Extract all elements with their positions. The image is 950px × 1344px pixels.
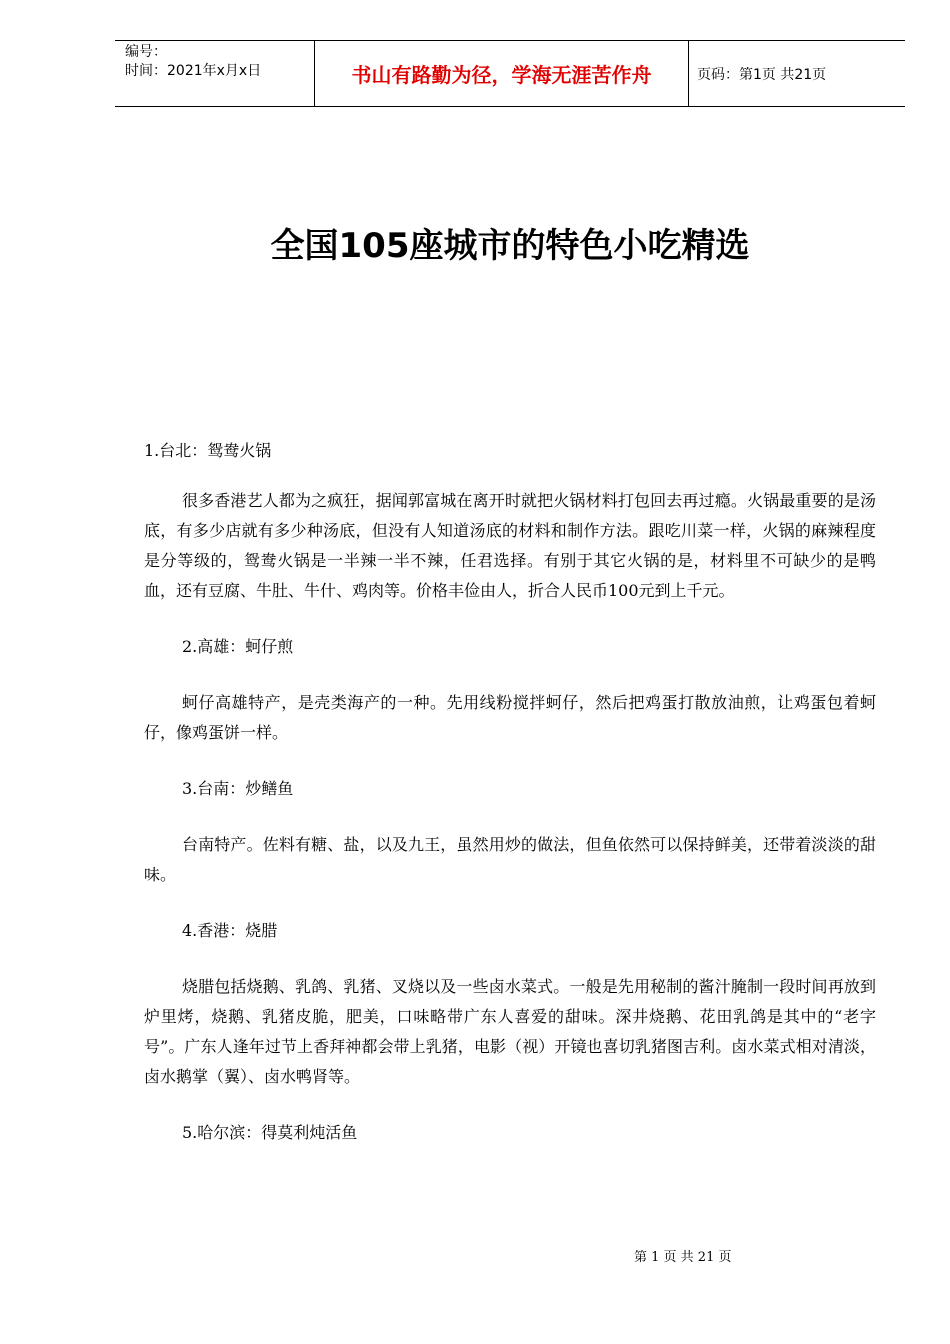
header-table	[115, 40, 905, 107]
section-heading-2: 2.高雄：蚵仔煎	[182, 637, 294, 656]
section-heading-3: 3.台南：炒鳝鱼	[182, 779, 294, 798]
document-body	[144, 436, 876, 1148]
header-meta-cell	[115, 41, 315, 106]
section-body-4: 烧腊包括烧鹅、乳鸽、乳猪、叉烧以及一些卤水菜式。一般是先用秘制的酱汁腌制一段时间再放到炉里烤，烧鹅、乳猪皮脆，肥美，口味略带广东人喜爱的甜味。深井烧鹅、花田乳鸽是其中的“老字号”。广东人逢年过节上香拜神都会带上乳猪，电影（视）开镜也喜切乳猪图吉利。卤水菜式相对清淡，卤水鹅掌（翼）、卤水鸭肾等。	[144, 977, 876, 1086]
header-motto: 书山有路勤为径，学海无涯苦作舟	[351, 63, 652, 87]
header-page-info: 页码：第1页 共21页	[697, 66, 827, 83]
section-heading-5: 5.哈尔滨：得莫利炖活鱼	[182, 1123, 358, 1142]
section-heading-4: 4.香港：烧腊	[182, 921, 278, 940]
section-body-1: 很多香港艺人都为之疯狂，据闻郭富城在离开时就把火锅材料打包回去再过瘾。火锅最重要的是汤底，有多少店就有多少种汤底，但没有人知道汤底的材料和制作方法。跟吃川菜一样，火锅的麻辣程度是分等级的，鸳鸯火锅是一半辣一半不辣，任君选择。有别于其它火锅的是，材料里不可缺少的是鸭血，还有豆腐、牛肚、牛什、鸡肉等。价格丰俭由人，折合人民币100元到上千元。	[144, 491, 876, 600]
document-number-label: 编号：	[125, 44, 167, 60]
header-page-cell	[689, 41, 905, 106]
section-body-2: 蚵仔高雄特产，是壳类海产的一种。先用线粉搅拌蚵仔，然后把鸡蛋打散放油煎，让鸡蛋包着蚵仔，像鸡蛋饼一样。	[144, 693, 876, 742]
header-motto-cell	[315, 41, 689, 106]
page-footer: 第 1 页 共 21 页	[634, 1250, 732, 1265]
section-body-3: 台南特产。佐料有糖、盐，以及九王，虽然用炒的做法，但鱼依然可以保持鲜美，还带着淡淡的甜味。	[144, 835, 876, 884]
section-heading-1: 1.台北：鸳鸯火锅	[144, 441, 272, 460]
document-time-label: 时间：2021年x月x日	[125, 63, 262, 79]
document-title: 全国105座城市的特色小吃精选	[270, 226, 750, 266]
